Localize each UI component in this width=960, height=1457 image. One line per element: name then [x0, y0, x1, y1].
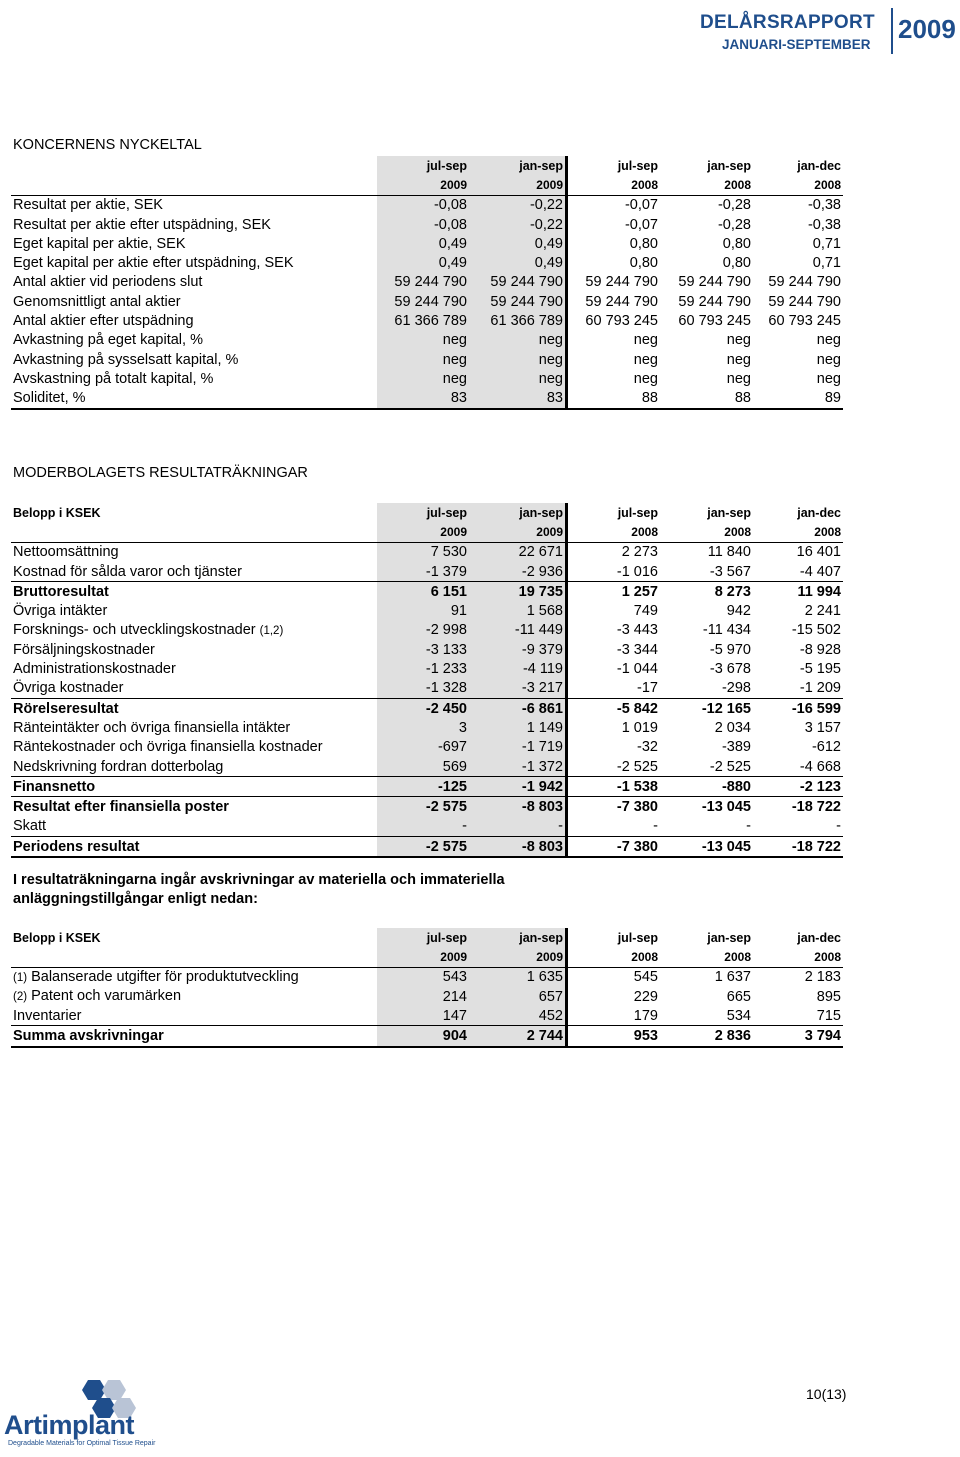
value-cell: 83 [469, 389, 567, 409]
value-cell: 1 637 [714, 969, 751, 986]
value-cell: 2 183 [804, 969, 841, 986]
table-row [11, 389, 843, 409]
value-cell: -0,08 [377, 195, 469, 215]
table-row [11, 234, 843, 253]
value-cell: -298 [660, 679, 753, 699]
keyfigures-title: KONCERNENS NYCKELTAL [13, 137, 202, 153]
note-ref: (1) [13, 971, 28, 984]
value-cell: -17 [567, 679, 661, 699]
value-cell: neg [633, 351, 658, 368]
value-cell: 88 [660, 389, 753, 409]
value-cell: 543 [377, 967, 469, 987]
value-cell: 59 244 790 [678, 293, 751, 310]
row-label: Övriga kostnader [11, 679, 377, 699]
value-cell: 0,80 [722, 255, 751, 272]
row-label: Avkastning på eget kapital, % [13, 332, 203, 349]
value-cell: 895 [816, 988, 841, 1005]
row-label: Antal aktier vid periodens slut [13, 274, 203, 291]
value-cell: 534 [660, 1006, 753, 1026]
value-cell: 0,49 [469, 234, 567, 253]
note-ref: (2) [13, 991, 28, 1004]
value-cell: 2 273 [621, 544, 658, 561]
value-cell: -2 123 [753, 777, 843, 797]
period-header-row: jul-sep jan-sep jul-sep jan-sep jan-dec [11, 156, 843, 175]
row-label: Nettoomsättning [13, 544, 119, 561]
value-cell: 8 273 [714, 583, 751, 600]
value-cell: -389 [721, 739, 751, 756]
value-cell: 60 793 245 [768, 313, 841, 330]
value-cell: neg [469, 369, 567, 388]
value-cell: -8 928 [799, 641, 841, 658]
value-cell: 2 034 [714, 719, 751, 736]
row-label: Resultat per aktie, SEK [13, 197, 163, 214]
value-cell: 83 [377, 389, 469, 409]
value-cell: -5 842 [616, 700, 658, 717]
table-row [11, 215, 843, 234]
value-cell: 0,80 [629, 255, 658, 272]
value-cell: -3 443 [616, 622, 658, 639]
depreciation-table [11, 928, 843, 1048]
value-cell: 904 [377, 1026, 469, 1047]
value-cell: -18 722 [791, 799, 841, 816]
row-label: Avkastning på sysselsatt kapital, % [13, 351, 239, 368]
row-label: Summa avskrivningar [11, 1026, 377, 1047]
value-cell: 59 244 790 [377, 292, 469, 311]
value-cell: -6 861 [469, 698, 567, 718]
value-cell: 59 244 790 [377, 273, 469, 292]
value-cell: 1 635 [469, 967, 567, 987]
value-cell: -697 [377, 738, 469, 757]
header-divider [891, 8, 893, 54]
value-cell: -0,28 [717, 197, 751, 214]
row-label: Bruttoresultat [13, 583, 109, 600]
value-cell: 3 157 [804, 719, 841, 736]
value-cell: neg [633, 332, 658, 349]
report-title: DELÅRSRAPPORT [700, 12, 875, 33]
row-label: Kostnad för sålda varor och tjänster [11, 562, 377, 582]
value-cell: -3 344 [616, 641, 658, 658]
value-cell: neg [469, 331, 567, 350]
value-cell: 1 257 [621, 583, 658, 600]
value-cell: -1 372 [469, 757, 567, 777]
value-cell: - [660, 817, 753, 837]
value-cell: 2 836 [660, 1026, 753, 1047]
row-label: Resultat efter finansiella poster [13, 799, 229, 816]
value-cell: -2 575 [377, 797, 469, 817]
value-cell: 22 671 [469, 542, 567, 562]
value-cell: 16 401 [796, 544, 841, 561]
value-cell: 147 [377, 1006, 469, 1026]
table-row [11, 738, 843, 757]
value-cell: -4 407 [753, 562, 843, 582]
table-row [11, 718, 843, 737]
row-label: Ränteintäkter och övriga finansiella intäkter [13, 719, 291, 736]
year-header-row: 2009 2009 2008 2008 2008 [11, 175, 843, 195]
value-cell: 59 244 790 [768, 293, 841, 310]
year-header-row: 2009 2009 2008 2008 2008 [11, 947, 843, 967]
table-row [11, 621, 843, 640]
value-cell: -1 016 [567, 562, 661, 582]
row-label: Avskastning på totalt kapital, % [13, 370, 214, 387]
row-label: Inventarier [11, 1006, 377, 1026]
table-row [11, 837, 843, 858]
value-cell: -13 045 [660, 837, 753, 858]
value-cell: 11 994 [797, 583, 841, 600]
row-label: Periodens resultat [11, 837, 377, 858]
table-row [11, 967, 843, 987]
amount-caption: Belopp i KSEK [13, 930, 101, 945]
page-number: 10(13) [806, 1386, 847, 1402]
value-cell: 19 735 [469, 582, 567, 602]
value-cell: -1 209 [753, 679, 843, 699]
value-cell: 214 [377, 987, 469, 1006]
value-cell: 545 [633, 969, 658, 986]
value-cell: 0,71 [812, 235, 841, 252]
value-cell: -0,22 [469, 195, 567, 215]
value-cell: -4 668 [753, 757, 843, 777]
value-cell: -2 525 [567, 757, 661, 777]
value-cell: -2 450 [377, 698, 469, 718]
row-label: Genomsnittligt antal aktier [13, 293, 181, 310]
logo-tagline: Degradable Materials for Optimal Tissue Repair [8, 1440, 156, 1447]
value-cell: 91 [377, 601, 469, 620]
value-cell: 229 [633, 988, 658, 1005]
value-cell: 7 530 [377, 542, 469, 562]
value-cell: -1 719 [469, 738, 567, 757]
value-cell: 60 793 245 [678, 313, 751, 330]
value-cell: 665 [726, 988, 751, 1005]
table-row [11, 987, 843, 1006]
value-cell: neg [816, 351, 841, 368]
table-row [11, 797, 843, 817]
value-cell: 6 151 [377, 582, 469, 602]
value-cell: -7 380 [616, 799, 658, 816]
period-header-row: Belopp i KSEK jul-sep jan-sep jul-sep jan-sep jan-dec [11, 928, 843, 947]
value-cell: -0,22 [469, 215, 567, 234]
row-label: Resultat per aktie efter utspädning, SEK [13, 216, 271, 233]
table-row [11, 817, 843, 837]
value-cell: 2 744 [469, 1026, 567, 1047]
value-cell: -9 379 [469, 640, 567, 659]
value-cell: -5 195 [799, 661, 841, 678]
value-cell: -1 538 [567, 777, 661, 797]
value-cell: neg [816, 332, 841, 349]
value-cell: 60 793 245 [585, 313, 658, 330]
value-cell: -1 328 [377, 679, 469, 699]
table-row [11, 698, 843, 718]
table-row [11, 777, 843, 797]
row-label: Administrationskostnader [13, 661, 176, 678]
value-cell: -13 045 [701, 799, 751, 816]
value-cell: 749 [633, 603, 658, 620]
value-cell: neg [377, 350, 469, 369]
table-row [11, 1006, 843, 1026]
value-cell: -3 217 [469, 679, 567, 699]
value-cell: 59 244 790 [678, 274, 751, 291]
depreciation-note: I resultaträkningarna ingår avskrivningar av materiella och immateriella anläggningstillgångar enligt nedan: [13, 872, 505, 907]
row-label: Räntekostnader och övriga finansiella kostnader [13, 739, 323, 756]
value-cell: -0,28 [717, 216, 751, 233]
value-cell: -1 379 [377, 562, 469, 582]
value-cell: 61 366 789 [469, 311, 567, 330]
value-cell: 61 366 789 [377, 311, 469, 330]
value-cell: -18 722 [753, 837, 843, 858]
value-cell: - [567, 817, 661, 837]
value-cell: neg [726, 332, 751, 349]
value-cell: neg [469, 350, 567, 369]
value-cell: 59 244 790 [469, 292, 567, 311]
value-cell: -8 803 [469, 837, 567, 858]
table-row [11, 1026, 843, 1047]
value-cell: -2 525 [660, 757, 753, 777]
value-cell: -0,38 [807, 216, 841, 233]
value-cell: -15 502 [791, 622, 841, 639]
value-cell: 1 568 [469, 601, 567, 620]
value-cell: 3 794 [753, 1026, 843, 1047]
value-cell: 59 244 790 [768, 274, 841, 291]
row-label: Finansnetto [11, 777, 377, 797]
value-cell: -0,07 [624, 216, 658, 233]
value-cell: -880 [660, 777, 753, 797]
keyfigures-table [11, 156, 843, 410]
value-cell: -125 [377, 777, 469, 797]
value-cell: 657 [469, 987, 567, 1006]
value-cell: - [753, 817, 843, 837]
value-cell: -5 970 [709, 641, 751, 658]
value-cell: 59 244 790 [585, 274, 658, 291]
row-label: Forsknings- och utvecklingskostnader (1,2) [13, 621, 284, 638]
value-cell: neg [726, 370, 751, 387]
value-cell: 452 [469, 1006, 567, 1026]
value-cell: 88 [567, 389, 661, 409]
table-row [11, 640, 843, 659]
value-cell: neg [377, 369, 469, 388]
value-cell: -2 936 [469, 562, 567, 582]
report-period: JANUARI-SEPTEMBER [722, 37, 871, 52]
value-cell: -3 567 [660, 562, 753, 582]
value-cell: - [377, 817, 469, 837]
value-cell: neg [377, 331, 469, 350]
table-row [11, 582, 843, 602]
row-label: Soliditet, % [11, 389, 377, 409]
value-cell: -2 575 [377, 837, 469, 858]
row-label: Rörelseresultat [13, 700, 119, 717]
value-cell: -2 998 [377, 621, 469, 640]
note-ref: (1,2) [259, 624, 284, 637]
value-cell: 59 244 790 [469, 273, 567, 292]
value-cell: -12 165 [701, 700, 751, 717]
value-cell: 0,49 [377, 234, 469, 253]
value-cell: 11 840 [707, 544, 751, 561]
value-cell: 0,80 [629, 235, 658, 252]
value-cell: neg [633, 370, 658, 387]
income-table [11, 503, 843, 858]
value-cell: 0,49 [377, 253, 469, 272]
row-label: Eget kapital per aktie, SEK [13, 235, 186, 252]
table-row [11, 311, 843, 330]
value-cell: 179 [567, 1006, 661, 1026]
value-cell: -32 [637, 739, 658, 756]
row-label: Försäljningskostnader [13, 641, 155, 658]
value-cell: -0,08 [377, 215, 469, 234]
logo-wordmark: Artimplant [4, 1410, 134, 1440]
row-label: Eget kapital per aktie efter utspädning, SEK [13, 255, 294, 272]
value-cell: -11 449 [469, 621, 567, 640]
row-label: Skatt [11, 817, 377, 837]
row-label: Övriga intäkter [13, 603, 108, 620]
value-cell: 0,49 [469, 253, 567, 272]
table-row [11, 253, 843, 272]
value-cell: 2 241 [804, 603, 841, 620]
income-title: MODERBOLAGETS RESULTATRÄKNINGAR [13, 465, 308, 481]
table-row [11, 331, 843, 350]
period-header-row: Belopp i KSEK jul-sep jan-sep jul-sep jan-sep jan-dec [11, 503, 843, 522]
table-row [11, 601, 843, 620]
value-cell: 59 244 790 [585, 293, 658, 310]
value-cell: -3 133 [377, 640, 469, 659]
row-label: Nedskrivning fordran dotterbolag [11, 757, 377, 777]
value-cell: -1 942 [469, 777, 567, 797]
row-label: (2) Patent och varumärken [13, 988, 182, 1005]
value-cell: -4 119 [469, 659, 567, 678]
value-cell: -11 434 [702, 622, 751, 639]
value-cell: neg [726, 351, 751, 368]
report-year: 2009 [898, 14, 956, 44]
table-row [11, 659, 843, 678]
value-cell: 715 [753, 1006, 843, 1026]
amount-caption: Belopp i KSEK [13, 505, 101, 520]
table-row [11, 292, 843, 311]
value-cell: 0,71 [812, 255, 841, 272]
value-cell: 953 [567, 1026, 661, 1047]
value-cell: -3 678 [709, 661, 751, 678]
value-cell: -8 803 [469, 797, 567, 817]
value-cell: 3 [377, 718, 469, 737]
table-row [11, 562, 843, 582]
table-row [11, 273, 843, 292]
table-row [11, 369, 843, 388]
value-cell: -16 599 [791, 700, 841, 717]
table-row [11, 542, 843, 562]
value-cell: - [469, 817, 567, 837]
value-cell: 1 149 [469, 718, 567, 737]
value-cell: 1 019 [621, 719, 658, 736]
value-cell: 942 [726, 603, 751, 620]
value-cell: 569 [377, 757, 469, 777]
table-row [11, 350, 843, 369]
table-row [11, 679, 843, 699]
value-cell: -7 380 [567, 837, 661, 858]
year-header-row: 2009 2009 2008 2008 2008 [11, 522, 843, 542]
value-cell: -1 233 [377, 659, 469, 678]
value-cell: -1 044 [616, 661, 658, 678]
value-cell: 89 [753, 389, 843, 409]
row-label: Antal aktier efter utspädning [13, 313, 194, 330]
table-row [11, 757, 843, 777]
table-row [11, 195, 843, 215]
value-cell: -0,38 [807, 197, 841, 214]
value-cell: neg [816, 370, 841, 387]
value-cell: -0,07 [624, 197, 658, 214]
value-cell: -612 [811, 739, 841, 756]
row-label: (1) Balanserade utgifter för produktutveckling [13, 968, 299, 985]
value-cell: 0,80 [722, 235, 751, 252]
